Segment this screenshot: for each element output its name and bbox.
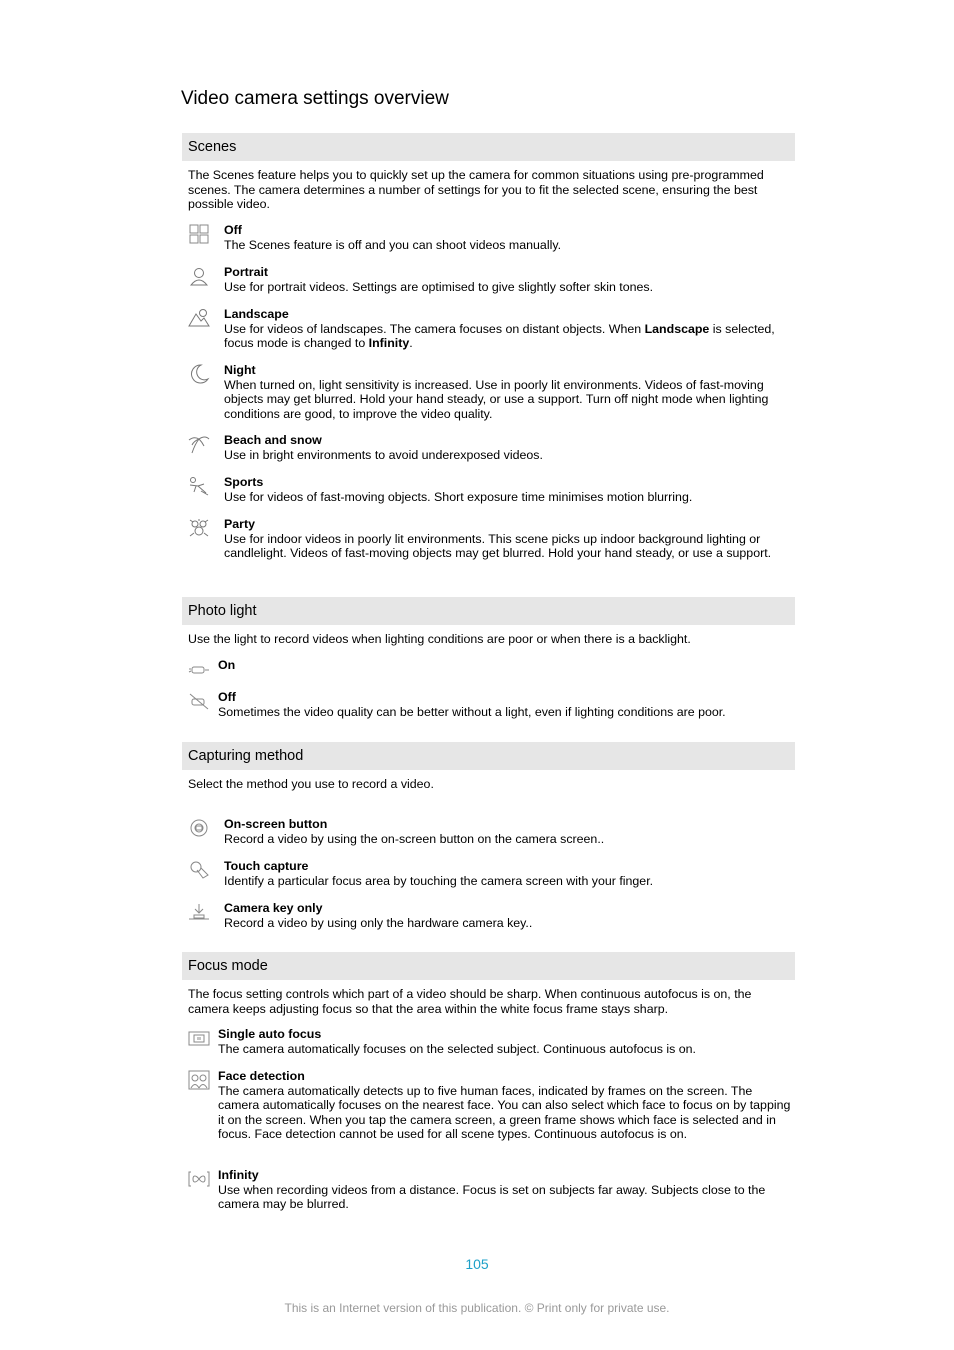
page-title: Video camera settings overview	[181, 88, 449, 109]
scenes-heading: Scenes	[182, 133, 795, 161]
camera-key-icon	[188, 902, 210, 922]
scene-desc: Use for portrait videos. Settings are optimised to give slightly softer skin tones.	[224, 279, 654, 294]
focus-section	[182, 952, 795, 1222]
footer-note: This is an Internet version of this publication. © Print only for private use.	[284, 1301, 670, 1315]
scene-desc: The Scenes feature is off and you can shoot videos manually.	[224, 237, 562, 252]
portrait-icon	[188, 266, 210, 286]
scene-desc-part: .	[409, 336, 413, 351]
focus-desc: The camera automatically detects up to five human faces, indicated by frames on the screen. The camera automatically focuses on the nearest face. You can also select which face to focus on by tapping it on the screen. When you tap the camera screen, a green frame shows which face is selected and in focus. Face detection cannot be used for all scene types. Continuous autofocus is on.	[218, 1083, 791, 1142]
capturing-desc: Identify a particular focus area by touching the camera screen with your finger.	[224, 873, 654, 888]
photo-light-section	[182, 597, 795, 727]
capturing-title: Camera key only	[224, 901, 323, 915]
scene-desc-bold: Landscape	[644, 321, 710, 336]
scene-desc-part: is selected, focus mode is changed to	[224, 321, 775, 351]
capturing-title: Touch capture	[224, 859, 309, 873]
capturing-intro: Select the method you use to record a video.	[188, 777, 434, 791]
capturing-desc: Record a video by using the on-screen button on the camera screen..	[224, 831, 605, 846]
scene-title: Portrait	[224, 265, 269, 279]
light-on-icon	[188, 659, 210, 679]
focus-title: Single auto focus	[218, 1027, 322, 1041]
onscreen-button-icon	[188, 818, 210, 838]
page-number: 105	[465, 1256, 489, 1272]
capturing-title: On-screen button	[224, 817, 328, 831]
scene-desc-part: Use for videos of landscapes. The camera focuses on distant objects. When	[224, 321, 645, 336]
beach-icon	[188, 434, 210, 454]
focus-title: Infinity	[218, 1168, 259, 1182]
scene-title: Party	[224, 517, 255, 531]
focus-desc: Use when recording videos from a distance. Focus is set on subjects far away. Subjects close to the camera may be blurred.	[218, 1182, 766, 1212]
scene-title: Off	[224, 223, 242, 237]
scene-title: Sports	[224, 475, 264, 489]
focus-desc: The camera automatically focuses on the selected subject. Continuous autofocus is on.	[218, 1041, 696, 1056]
photo-light-title: Off	[218, 690, 236, 704]
party-icon	[188, 518, 210, 538]
scene-title: Night	[224, 363, 256, 377]
face-detection-icon	[188, 1070, 210, 1090]
scene-desc	[224, 322, 791, 351]
scene-desc: Use for indoor videos in poorly lit environments. This scene picks up indoor background lighting or candlelight. Videos of fast-moving objects may get blurred. Hold your hand steady, or use a support.	[224, 531, 772, 561]
focus-intro: The focus setting controls which part of a video should be sharp. When continuous autofocus is on, the camera keeps adjusting focus so that the area within the white focus frame stays sharp.	[188, 987, 752, 1016]
photo-light-title: On	[218, 658, 236, 672]
scene-desc: Use in bright environments to avoid underexposed videos.	[224, 447, 543, 462]
light-off-icon	[188, 691, 210, 711]
night-icon	[188, 364, 210, 384]
infinity-icon	[188, 1169, 210, 1189]
photo-light-desc: Sometimes the video quality can be better without a light, even if lighting conditions are poor.	[218, 704, 726, 719]
sports-icon	[188, 476, 210, 496]
scene-desc: When turned on, light sensitivity is increased. Use in poorly lit environments. Videos of fast-moving objects may get blurred. Hold your hand steady, or use a support. Turn off night mode when lighting conditions are good, to improve the video quality.	[224, 377, 769, 421]
scenes-section	[182, 133, 795, 583]
scene-title: Landscape	[224, 307, 289, 321]
capturing-heading: Capturing method	[182, 742, 795, 770]
capturing-desc: Record a video by using only the hardware camera key..	[224, 915, 533, 930]
single-focus-icon	[188, 1028, 210, 1048]
scene-desc-bold: Infinity	[368, 336, 410, 351]
landscape-icon	[188, 308, 210, 328]
scene-desc: Use for videos of fast-moving objects. Short exposure time minimises motion blurring.	[224, 489, 693, 504]
photo-light-heading: Photo light	[182, 597, 795, 625]
photo-light-intro: Use the light to record videos when lighting conditions are poor or when there is a backlight.	[188, 632, 691, 646]
scene-title: Beach and snow	[224, 433, 322, 447]
focus-heading: Focus mode	[182, 952, 795, 980]
capturing-section	[182, 742, 795, 942]
touch-capture-icon	[188, 860, 210, 880]
focus-title: Face detection	[218, 1069, 305, 1083]
scenes-intro: The Scenes feature helps you to quickly set up the camera for common situations using pre-programmed scenes. The camera determines a number of settings for you to fit the selected scene, ensuring the best possible video.	[188, 168, 764, 212]
scene-off-icon	[188, 224, 210, 244]
